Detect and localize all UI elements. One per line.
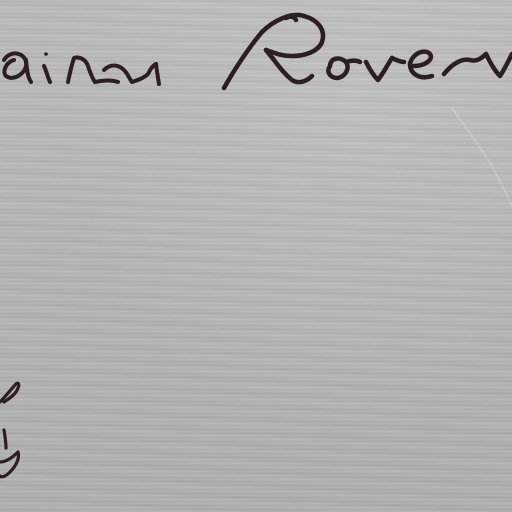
margin-ink-marks xyxy=(0,383,19,477)
handwritten-word-ain xyxy=(4,52,159,84)
paper-crease xyxy=(452,108,512,206)
handwritten-word-rover xyxy=(224,15,512,88)
